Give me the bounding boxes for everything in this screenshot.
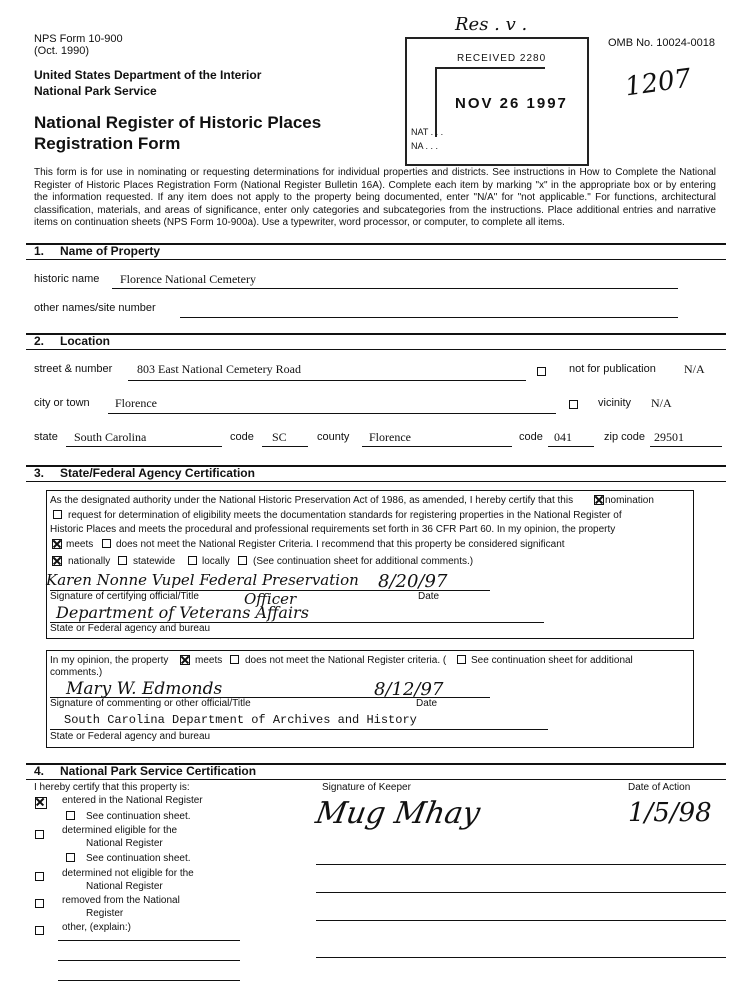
instructions-paragraph: This form is for use in nominating or requesting determinations for individual properties and districts. See instructions in How to Complete the National Register of Historic Places Registration Form (National Register Bulletin 16A). Complete each item by marking "x" in the appropriate box or by entering the information requested. If any item does not apply to the property being documented, enter "N/A" for "not applicable." For functions, architectural classification, materials, and areas of significance, enter only categories and subcategories from the instructions. Place additional entries and narrative items on continuation sheets (NPS Form 10-900a). Use a typewriter, word processor, or computer, to complete all items. — [34, 167, 716, 229]
historic-name-value[interactable]: Florence National Cemetery — [120, 272, 256, 286]
commenting-signature-label: Signature of commenting or other official/Title — [50, 698, 251, 709]
stamp-date: NOV 26 1997 — [455, 95, 568, 112]
received-stamp — [405, 37, 589, 166]
handwritten-reference: 1207 — [623, 63, 693, 103]
does-not-meet-checkbox[interactable] — [102, 539, 111, 548]
not-for-publication-label: not for publication — [569, 363, 656, 375]
meets-2-label: meets — [195, 655, 223, 666]
department-name: United States Department of the Interior — [34, 68, 262, 82]
locally-label: locally — [202, 556, 230, 567]
state-label: state — [34, 431, 58, 443]
eligible-label-1: determined eligible for the — [62, 825, 178, 836]
county-label: county — [317, 431, 350, 443]
form-subtitle: Registration Form — [34, 134, 181, 153]
meets-2-checkbox[interactable] — [180, 655, 190, 665]
does-not-meet-label: does not meet the National Register Criteria. I recommend that this property be considered significant — [116, 539, 565, 550]
section-4-number: 4. — [34, 764, 45, 778]
agency-value: Department of Veterans Affairs — [56, 603, 309, 622]
eligible-label-2: National Register — [86, 838, 163, 849]
section-1-number: 1. — [34, 244, 45, 258]
entered-checkbox[interactable] — [35, 797, 47, 809]
section-3-number: 3. — [34, 466, 45, 480]
entered-continuation-checkbox[interactable] — [66, 811, 75, 820]
form-title: National Register of Historic Places — [34, 113, 322, 132]
certifying-date: 8/20/97 — [378, 571, 448, 592]
comments-label: comments.) — [50, 667, 103, 678]
meets-label: meets — [66, 539, 94, 550]
stamp-line-3: NAT . . . — [411, 127, 444, 137]
section-2-title: Location — [60, 334, 110, 348]
agency-2-label: State or Federal agency and bureau — [50, 731, 211, 742]
historic-name-label: historic name — [34, 273, 100, 285]
nomination-checkbox[interactable] — [594, 495, 604, 505]
cert-line-1: As the designated authority under the National Historic Preservation Act of 1986, as amended, I hereby certify that this — [50, 495, 574, 506]
section-3-title: State/Federal Agency Certification — [60, 466, 255, 480]
omb-number: OMB No. 10024-0018 — [608, 37, 716, 49]
stamp-received: RECEIVED 2280 — [457, 53, 547, 64]
state-value[interactable]: South Carolina — [74, 430, 147, 444]
date-label: Date — [418, 591, 440, 602]
other-checkbox[interactable] — [35, 926, 44, 935]
city-label: city or town — [34, 397, 90, 409]
eligible-checkbox[interactable] — [35, 830, 44, 839]
locally-checkbox[interactable] — [188, 556, 197, 565]
certifying-signature: Karen Nonne Vupel Federal Preservation — [46, 571, 359, 589]
cert-line-2: request for determination of eligibility meets the documentation standards for registering properties in the National Register of — [68, 510, 622, 521]
certifying-title: Officer — [244, 590, 297, 608]
county-code-value[interactable]: 041 — [554, 430, 572, 444]
keeper-label: Signature of Keeper — [322, 782, 411, 793]
action-date-label: Date of Action — [628, 782, 691, 793]
opinion-line: In my opinion, the property — [50, 655, 169, 666]
removed-label-2: Register — [86, 908, 124, 919]
city-value[interactable]: Florence — [115, 396, 157, 410]
nationally-checkbox[interactable] — [52, 556, 62, 566]
county-code-label: code — [519, 431, 543, 443]
eligible-continuation-checkbox[interactable] — [66, 853, 75, 862]
section-4-title: National Park Service Certification — [60, 764, 257, 778]
keeper-signature: Mug Mhay — [312, 796, 483, 831]
agency-2-value: South Carolina Department of Archives and History — [64, 713, 417, 727]
form-date: (Oct. 1990) — [34, 45, 90, 57]
handwritten-note: Res . v . — [455, 14, 528, 35]
not-meet-2-checkbox[interactable] — [230, 655, 239, 664]
section-2-number: 2. — [34, 334, 45, 348]
see-continuation-2-label: See continuation sheet for additional — [471, 655, 633, 666]
state-code-value[interactable]: SC — [272, 430, 287, 444]
section-1-title: Name of Property — [60, 244, 161, 258]
state-code-label: code — [230, 431, 254, 443]
service-name: National Park Service — [34, 84, 157, 98]
see-continuation-label: (See continuation sheet for additional comments.) — [253, 556, 474, 567]
stamp-line-4: NA . . . — [411, 141, 439, 151]
entered-continuation-label: See continuation sheet. — [86, 811, 191, 822]
street-label: street & number — [34, 363, 113, 375]
removed-label-1: removed from the National — [62, 895, 180, 906]
not-eligible-checkbox[interactable] — [35, 872, 44, 881]
vicinity-value: N/A — [651, 396, 672, 410]
not-meet-2-label: does not meet the National Register criteria. ( — [245, 655, 447, 666]
action-date: 1/5/98 — [628, 798, 712, 828]
not-eligible-label-2: National Register — [86, 881, 163, 892]
other-names-label: other names/site number — [34, 302, 156, 314]
certify-label: I hereby certify that this property is: — [34, 782, 190, 793]
street-value[interactable]: 803 East National Cemetery Road — [137, 362, 301, 376]
eligible-continuation-label: See continuation sheet. — [86, 853, 191, 864]
vicinity-checkbox[interactable] — [569, 400, 578, 409]
agency-label: State or Federal agency and bureau — [50, 623, 211, 634]
meets-checkbox[interactable] — [52, 539, 62, 549]
entered-label: entered in the National Register — [62, 795, 203, 806]
not-for-publication-value: N/A — [684, 362, 705, 376]
request-checkbox[interactable] — [53, 510, 62, 519]
commenting-date: 8/12/97 — [374, 679, 444, 700]
commenting-signature: Mary W. Edmonds — [66, 679, 223, 699]
not-eligible-label-1: determined not eligible for the — [62, 868, 194, 879]
county-value[interactable]: Florence — [369, 430, 411, 444]
zip-value[interactable]: 29501 — [654, 430, 684, 444]
form-number: NPS Form 10-900 — [34, 33, 123, 45]
nationally-label: nationally — [68, 556, 111, 567]
zip-label: zip code — [604, 431, 645, 443]
nomination-label: nomination — [605, 495, 654, 506]
not-for-publication-checkbox[interactable] — [537, 367, 546, 376]
statewide-checkbox[interactable] — [118, 556, 127, 565]
continuation-2-checkbox[interactable] — [457, 655, 466, 664]
statewide-label: statewide — [133, 556, 176, 567]
removed-checkbox[interactable] — [35, 899, 44, 908]
commenting-date-label: Date — [416, 698, 438, 709]
continuation-checkbox[interactable] — [238, 556, 247, 565]
other-label: other, (explain:) — [62, 922, 131, 933]
vicinity-label: vicinity — [598, 397, 632, 409]
signature-label: Signature of certifying official/Title — [50, 591, 199, 602]
cert-line-3: Historic Places and meets the procedural and professional requirements set forth in 36 CFR Part 60. In my opinion, the property — [50, 524, 616, 535]
